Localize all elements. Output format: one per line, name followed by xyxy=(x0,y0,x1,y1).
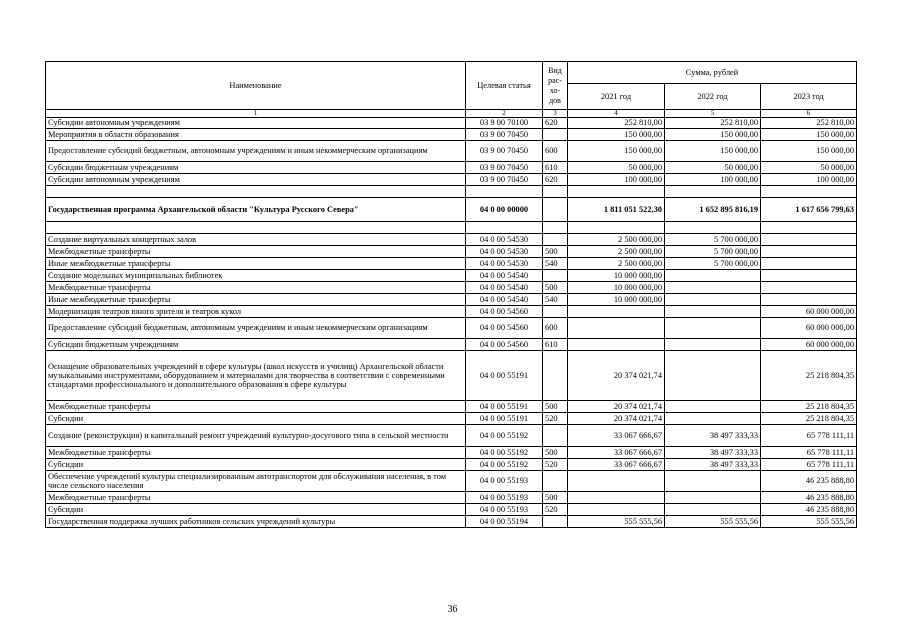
row-amount-2022 xyxy=(665,318,761,339)
row-target-article: 04 0 00 54530 xyxy=(466,234,543,246)
column-number: 1 xyxy=(46,110,466,118)
table-row xyxy=(46,471,857,492)
row-expense-type xyxy=(543,306,568,318)
table-row xyxy=(46,129,857,141)
row-expense-type xyxy=(543,222,568,234)
header-name: Наименование xyxy=(46,62,466,110)
row-amount-2021: 20 374 021,74 xyxy=(568,351,665,401)
row-expense-type xyxy=(543,425,568,447)
row-target-article: 04 0 00 55193 xyxy=(466,471,543,492)
column-number: 5 xyxy=(665,110,761,118)
row-amount-2021 xyxy=(568,492,665,504)
row-amount-2023: 46 235 888,80 xyxy=(761,492,857,504)
row-amount-2022 xyxy=(665,351,761,401)
row-target-article: 04 0 00 55193 xyxy=(466,504,543,516)
row-amount-2023 xyxy=(761,270,857,282)
table-row xyxy=(46,339,857,351)
header-target-article: Целевая статья xyxy=(466,62,543,110)
row-expense-type: 500 xyxy=(543,401,568,413)
table-row xyxy=(46,186,857,198)
row-amount-2022: 5 700 000,00 xyxy=(665,258,761,270)
row-amount-2021 xyxy=(568,339,665,351)
row-amount-2023: 252 810,00 xyxy=(761,118,857,129)
row-amount-2023 xyxy=(761,246,857,258)
row-expense-type xyxy=(543,270,568,282)
row-amount-2022: 555 555,56 xyxy=(665,516,761,528)
column-number: 2 xyxy=(466,110,543,118)
row-expense-type: 600 xyxy=(543,141,568,162)
row-amount-2023: 65 778 111,11 xyxy=(761,459,857,471)
row-amount-2023: 100 000,00 xyxy=(761,174,857,186)
row-amount-2023 xyxy=(761,282,857,294)
row-amount-2021: 10 000 000,00 xyxy=(568,270,665,282)
row-amount-2023: 60 000 000,00 xyxy=(761,318,857,339)
row-amount-2021: 150 000,00 xyxy=(568,129,665,141)
header-year-2022: 2022 год xyxy=(665,84,761,110)
row-name: Оснащение образовательных учреждений в сфере культуры (школ искусств и училищ) Архангельской области музыкальными инструментами, оборудованием и материалами для творчества в соответствии с современными стандартами профессионального и дополнительного образования в сфере культуры xyxy=(46,351,466,401)
row-expense-type xyxy=(543,186,568,198)
row-amount-2021: 2 500 000,00 xyxy=(568,246,665,258)
table-row xyxy=(46,246,857,258)
row-name: Иные межбюджетные трансферты xyxy=(46,258,466,270)
row-amount-2021 xyxy=(568,222,665,234)
row-expense-type: 610 xyxy=(543,339,568,351)
row-name: Субсидии xyxy=(46,504,466,516)
row-amount-2022: 50 000,00 xyxy=(665,162,761,174)
row-target-article: 03 9 00 70450 xyxy=(466,129,543,141)
table-row xyxy=(46,351,857,401)
row-amount-2023: 65 778 111,11 xyxy=(761,447,857,459)
row-expense-type xyxy=(543,471,568,492)
table-row xyxy=(46,447,857,459)
row-target-article: 04 0 00 54530 xyxy=(466,246,543,258)
row-target-article: 04 0 00 54540 xyxy=(466,294,543,306)
row-amount-2021: 100 000,00 xyxy=(568,174,665,186)
table-row xyxy=(46,318,857,339)
row-target-article: 04 0 00 54560 xyxy=(466,306,543,318)
row-amount-2021 xyxy=(568,504,665,516)
column-number: 3 xyxy=(543,110,568,118)
row-name: Государственная поддержка лучших работников сельских учреждений культуры xyxy=(46,516,466,528)
row-amount-2023: 25 218 804,35 xyxy=(761,351,857,401)
row-name: Межбюджетные трансферты xyxy=(46,447,466,459)
row-amount-2022: 38 497 333,33 xyxy=(665,425,761,447)
row-target-article: 03 9 00 70100 xyxy=(466,118,543,129)
row-name: Предоставление субсидий бюджетным, автономным учреждениям и иным некоммерческим организациям xyxy=(46,318,466,339)
budget-document xyxy=(45,61,856,528)
table-row xyxy=(46,492,857,504)
row-amount-2021: 2 500 000,00 xyxy=(568,258,665,270)
row-amount-2023 xyxy=(761,294,857,306)
row-expense-type: 610 xyxy=(543,162,568,174)
row-amount-2021: 2 500 000,00 xyxy=(568,234,665,246)
row-amount-2021: 33 067 666,67 xyxy=(568,447,665,459)
row-amount-2023 xyxy=(761,258,857,270)
row-amount-2021: 555 555,56 xyxy=(568,516,665,528)
row-amount-2021: 50 000,00 xyxy=(568,162,665,174)
table-body xyxy=(46,118,857,528)
row-amount-2021 xyxy=(568,318,665,339)
row-name: Государственная программа Архангельской области "Культура Русского Севера" xyxy=(46,198,466,222)
row-expense-type xyxy=(543,234,568,246)
row-name: Модернизация театров юного зрителя и театров кукол xyxy=(46,306,466,318)
row-amount-2023: 1 617 656 799,63 xyxy=(761,198,857,222)
table-row xyxy=(46,198,857,222)
row-name: Предоставление субсидий бюджетным, автономным учреждениям и иным некоммерческим организациям xyxy=(46,141,466,162)
row-expense-type: 500 xyxy=(543,282,568,294)
row-amount-2022: 5 700 000,00 xyxy=(665,246,761,258)
row-amount-2022: 150 000,00 xyxy=(665,141,761,162)
row-amount-2021: 33 067 666,67 xyxy=(568,459,665,471)
row-amount-2022: 1 652 895 816,19 xyxy=(665,198,761,222)
table-row xyxy=(46,222,857,234)
row-name xyxy=(46,222,466,234)
header-year-2021: 2021 год xyxy=(568,84,665,110)
row-name: Межбюджетные трансферты xyxy=(46,492,466,504)
table-row xyxy=(46,162,857,174)
row-target-article: 04 0 00 55191 xyxy=(466,401,543,413)
row-amount-2022: 252 810,00 xyxy=(665,118,761,129)
row-target-article: 04 0 00 54560 xyxy=(466,339,543,351)
row-amount-2021: 33 067 666,67 xyxy=(568,425,665,447)
row-name: Создание модельных муниципальных библиотек xyxy=(46,270,466,282)
row-target-article: 03 9 00 70450 xyxy=(466,162,543,174)
row-expense-type xyxy=(543,129,568,141)
row-amount-2023: 555 555,56 xyxy=(761,516,857,528)
row-amount-2022 xyxy=(665,294,761,306)
row-amount-2022 xyxy=(665,492,761,504)
row-expense-type: 540 xyxy=(543,258,568,270)
row-expense-type: 500 xyxy=(543,246,568,258)
row-name: Создание виртуальных концертных залов xyxy=(46,234,466,246)
row-expense-type: 500 xyxy=(543,447,568,459)
table-row xyxy=(46,141,857,162)
row-expense-type: 600 xyxy=(543,318,568,339)
row-target-article: 04 0 00 54540 xyxy=(466,270,543,282)
row-amount-2021: 252 810,00 xyxy=(568,118,665,129)
row-target-article: 04 0 00 54560 xyxy=(466,318,543,339)
table-row xyxy=(46,516,857,528)
row-target-article: 04 0 00 55194 xyxy=(466,516,543,528)
row-amount-2023 xyxy=(761,186,857,198)
row-name: Обеспечение учреждений культуры специализированным автотранспортом для обслуживания населения, в том числе сельского населения xyxy=(46,471,466,492)
row-amount-2021 xyxy=(568,471,665,492)
column-number: 6 xyxy=(761,110,857,118)
row-amount-2022 xyxy=(665,306,761,318)
row-amount-2022: 5 700 000,00 xyxy=(665,234,761,246)
row-name: Субсидии автономным учреждениям xyxy=(46,174,466,186)
row-expense-type xyxy=(543,351,568,401)
row-amount-2021: 20 374 021,74 xyxy=(568,401,665,413)
row-target-article xyxy=(466,222,543,234)
row-amount-2022: 100 000,00 xyxy=(665,174,761,186)
row-amount-2022: 150 000,00 xyxy=(665,129,761,141)
row-amount-2023: 150 000,00 xyxy=(761,129,857,141)
row-expense-type: 520 xyxy=(543,504,568,516)
row-amount-2022 xyxy=(665,471,761,492)
row-target-article: 04 0 00 55191 xyxy=(466,351,543,401)
table-row xyxy=(46,425,857,447)
header-expense-type: Вид рас-хо-дов xyxy=(543,62,568,110)
budget-table xyxy=(45,61,857,528)
table-row xyxy=(46,234,857,246)
row-name: Мероприятия в области образования xyxy=(46,129,466,141)
row-amount-2023: 60 000 000,00 xyxy=(761,306,857,318)
row-amount-2022 xyxy=(665,504,761,516)
row-name: Межбюджетные трансферты xyxy=(46,246,466,258)
row-expense-type: 540 xyxy=(543,294,568,306)
row-name: Субсидии автономным учреждениям xyxy=(46,118,466,129)
row-amount-2023: 46 235 888,80 xyxy=(761,471,857,492)
row-amount-2023 xyxy=(761,222,857,234)
table-row xyxy=(46,118,857,129)
row-expense-type: 520 xyxy=(543,413,568,425)
row-target-article: 04 0 00 54540 xyxy=(466,282,543,294)
row-amount-2022 xyxy=(665,270,761,282)
row-amount-2022: 38 497 333,33 xyxy=(665,447,761,459)
column-number: 4 xyxy=(568,110,665,118)
row-name: Иные межбюджетные трансферты xyxy=(46,294,466,306)
row-amount-2021: 20 374 021,74 xyxy=(568,413,665,425)
page-number: 36 xyxy=(447,604,458,615)
row-name: Субсидии xyxy=(46,413,466,425)
row-name: Межбюджетные трансферты xyxy=(46,401,466,413)
row-amount-2021: 10 000 000,00 xyxy=(568,294,665,306)
header-year-2023: 2023 год xyxy=(761,84,857,110)
row-name: Создание (реконструкция) и капитальный ремонт учреждений культурно-досугового типа в сельской местности xyxy=(46,425,466,447)
row-amount-2023: 46 235 888,80 xyxy=(761,504,857,516)
row-target-article: 04 0 00 55192 xyxy=(466,447,543,459)
row-expense-type: 620 xyxy=(543,118,568,129)
row-amount-2022: 38 497 333,33 xyxy=(665,459,761,471)
row-amount-2023: 60 000 000,00 xyxy=(761,339,857,351)
row-amount-2023 xyxy=(761,234,857,246)
row-amount-2021: 1 811 051 522,30 xyxy=(568,198,665,222)
row-amount-2023: 25 218 804,35 xyxy=(761,401,857,413)
row-amount-2021: 150 000,00 xyxy=(568,141,665,162)
row-expense-type xyxy=(543,516,568,528)
table-row xyxy=(46,294,857,306)
table-row xyxy=(46,258,857,270)
row-name xyxy=(46,186,466,198)
table-row xyxy=(46,504,857,516)
row-target-article: 04 0 00 00000 xyxy=(466,198,543,222)
row-expense-type: 500 xyxy=(543,492,568,504)
row-amount-2022 xyxy=(665,413,761,425)
row-amount-2021 xyxy=(568,186,665,198)
row-amount-2022 xyxy=(665,282,761,294)
table-row xyxy=(46,413,857,425)
header-amount: Сумма, рублей xyxy=(568,62,857,84)
row-target-article xyxy=(466,186,543,198)
row-name: Субсидии бюджетным учреждениям xyxy=(46,162,466,174)
row-target-article: 04 0 00 55193 xyxy=(466,492,543,504)
table-row xyxy=(46,174,857,186)
row-name: Межбюджетные трансферты xyxy=(46,282,466,294)
row-amount-2021: 10 000 000,00 xyxy=(568,282,665,294)
row-expense-type xyxy=(543,198,568,222)
row-target-article: 03 9 00 70450 xyxy=(466,141,543,162)
row-target-article: 03 9 00 70450 xyxy=(466,174,543,186)
row-amount-2023: 150 000,00 xyxy=(761,141,857,162)
row-amount-2023: 50 000,00 xyxy=(761,162,857,174)
row-amount-2022 xyxy=(665,401,761,413)
table-row xyxy=(46,401,857,413)
table-row xyxy=(46,270,857,282)
row-target-article: 04 0 00 55192 xyxy=(466,459,543,471)
row-name: Субсидии бюджетным учреждениям xyxy=(46,339,466,351)
row-amount-2023: 25 218 804,35 xyxy=(761,413,857,425)
row-amount-2023: 65 778 111,11 xyxy=(761,425,857,447)
table-row xyxy=(46,459,857,471)
row-expense-type: 620 xyxy=(543,174,568,186)
table-row xyxy=(46,306,857,318)
row-amount-2022 xyxy=(665,222,761,234)
row-target-article: 04 0 00 55191 xyxy=(466,413,543,425)
row-name: Субсидии xyxy=(46,459,466,471)
row-target-article: 04 0 00 54530 xyxy=(466,258,543,270)
row-target-article: 04 0 00 55192 xyxy=(466,425,543,447)
row-amount-2022 xyxy=(665,186,761,198)
row-amount-2021 xyxy=(568,306,665,318)
row-amount-2022 xyxy=(665,339,761,351)
row-expense-type: 520 xyxy=(543,459,568,471)
table-row xyxy=(46,282,857,294)
